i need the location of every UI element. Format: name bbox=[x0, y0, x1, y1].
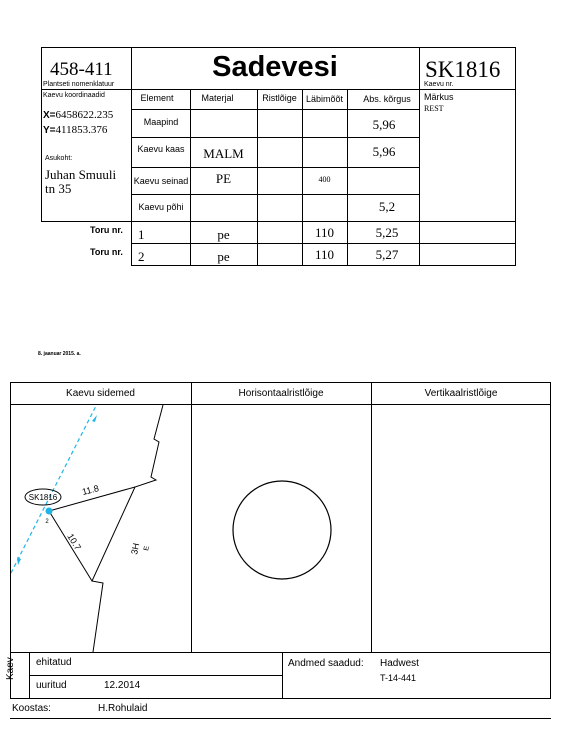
footer-author-value: H.Rohulaid bbox=[98, 703, 148, 714]
cell-abs-depth: 5,2 bbox=[378, 199, 396, 214]
coord-y-label: Y= bbox=[43, 125, 56, 136]
footer-data-source-label: Andmed saadud: bbox=[288, 658, 364, 669]
location-line2: tn 35 bbox=[45, 181, 72, 196]
pipe-diameter: 110 bbox=[314, 247, 335, 262]
tie-line-2 bbox=[49, 511, 92, 581]
location-label: Asukoht: bbox=[45, 155, 73, 162]
building-outline bbox=[92, 405, 163, 652]
page-title: Sadevesi bbox=[212, 51, 338, 83]
pipe-arrow-icon bbox=[92, 415, 97, 422]
panel-title-middle: Horisontaalristlõige bbox=[238, 388, 324, 399]
panel-title-left: Kaevu sidemed bbox=[66, 388, 135, 399]
cell-element: Maapind bbox=[143, 117, 179, 127]
point-label: 2 bbox=[45, 519, 49, 525]
well-ties-sketch bbox=[11, 405, 191, 652]
cell-abs-depth: 5,96 bbox=[372, 144, 396, 159]
well-point-icon bbox=[46, 508, 53, 515]
horizontal-section-drawing bbox=[230, 478, 334, 582]
well-number: SK1816 bbox=[425, 57, 501, 82]
panel-title-right: Vertikaalristlõige bbox=[424, 388, 498, 399]
cell-diameter: 400 bbox=[318, 175, 331, 184]
col-cross-section: Ristlõige bbox=[262, 93, 297, 103]
col-material: Materjal bbox=[201, 93, 234, 103]
pipe-abs-depth: 5,27 bbox=[375, 247, 399, 262]
coords-label: Kaevu koordinaadid bbox=[43, 92, 105, 99]
pipe-diameter: 110 bbox=[314, 225, 335, 240]
pipe-number: 1 bbox=[138, 227, 145, 242]
building-label: 3H bbox=[129, 542, 142, 556]
cell-element: Kaevu seinad bbox=[133, 176, 189, 186]
footer-surveyed-label: uuritud bbox=[36, 680, 67, 691]
pipe-number: 2 bbox=[138, 249, 145, 264]
remarks-value: REST bbox=[424, 104, 444, 113]
pipe-label: Toru nr. bbox=[90, 225, 123, 235]
col-remarks: Märkus bbox=[424, 92, 454, 102]
coord-x bbox=[43, 106, 113, 122]
col-abs-depth: Abs. kõrgus bbox=[363, 94, 411, 104]
col-diameter: Läbimõõt bbox=[305, 94, 344, 104]
coord-y-value: 411853.376 bbox=[55, 124, 108, 136]
footer-data-source-value: Hadwest bbox=[380, 658, 419, 669]
tie-distance-1: 11.8 bbox=[81, 483, 100, 497]
pipe-label: Toru nr. bbox=[90, 247, 123, 257]
cell-material: PE bbox=[215, 171, 232, 186]
pipe-material: pe bbox=[217, 227, 230, 242]
well-label: SK1816 bbox=[28, 493, 58, 502]
footer-side-label: Kaev bbox=[5, 657, 16, 680]
coord-x-label: X= bbox=[43, 110, 56, 121]
coord-y bbox=[43, 121, 107, 137]
pipe-material: pe bbox=[217, 249, 230, 264]
nomenclature-label: Plantseti nomenklatuur bbox=[43, 81, 115, 88]
col-element: Element bbox=[140, 93, 174, 103]
nomenclature-value: 458-411 bbox=[50, 59, 113, 80]
footer-surveyed-date: 12.2014 bbox=[104, 680, 141, 691]
footer-author-label: Koostas: bbox=[12, 703, 51, 714]
footer-built: ehitatud bbox=[36, 657, 72, 668]
cell-element: Kaevu kaas bbox=[137, 144, 185, 154]
building-sub-label: E bbox=[143, 545, 151, 552]
footer-data-source-code: T-14-441 bbox=[380, 673, 417, 683]
coord-x-value: 6458622.235 bbox=[55, 109, 114, 121]
well-number-label: Kaevu nr. bbox=[424, 81, 454, 88]
cell-element: Kaevu põhi bbox=[138, 202, 184, 212]
pipe-arrow-icon bbox=[17, 557, 21, 565]
pipe-abs-depth: 5,25 bbox=[375, 225, 399, 240]
document-date: 8. jaanuar 2015. a. bbox=[38, 351, 81, 357]
cell-abs-depth: 5,96 bbox=[372, 117, 396, 132]
location-line1: Juhan Smuuli bbox=[45, 167, 117, 182]
tie-distance-2: 10.7 bbox=[65, 531, 84, 552]
cell-material: MALM bbox=[203, 146, 244, 161]
